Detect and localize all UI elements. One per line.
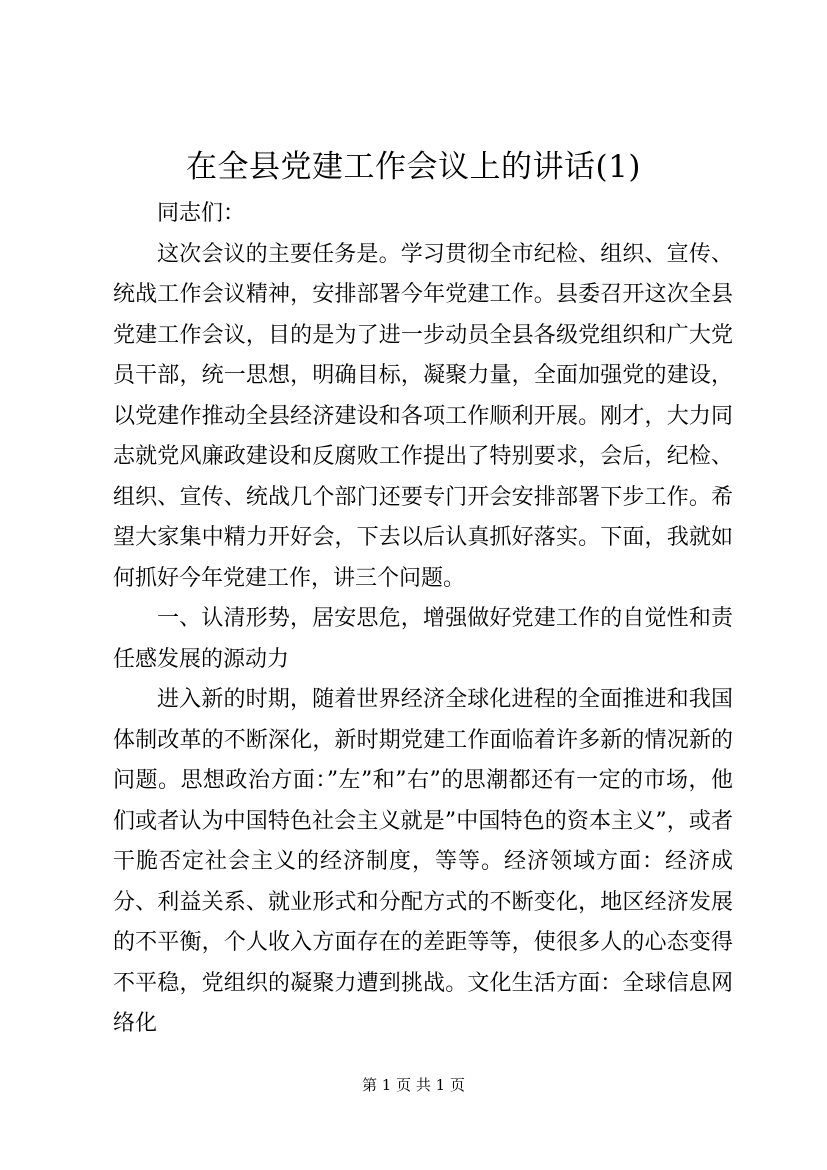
page-footer: 第 1 页 共 1 页: [362, 1076, 465, 1094]
document-title: 在全县党建工作会议上的讲话(1): [186, 149, 641, 185]
document-body: [113, 194, 733, 1045]
body-paragraph: 进入新的时期，随着世界经济全球化进程的全面推进和我国体制改革的不断深化，新时期党建工作面临着许多新的情况新的问题。思想政治方面：”左”和”右”的思潮都还有一定的市场，他们或者认为中国特色社会主义就是”中国特色的资本主义”，或者干脆否定社会主义的经济制度，等等。经济领域方面：经济成分、利益关系、就业形式和分配方式的不断变化，地区经济发展的不平衡，个人收入方面存在的差距等等，使很多人的心态变得不平稳，党组织的凝聚力遭到挑战。文化生活方面：全球信息网络化: [113, 687, 733, 1036]
body-paragraph: 这次会议的主要任务是。学习贯彻全市纪检、组织、宣传、统战工作会议精神，安排部署今年党建工作。县委召开这次全县党建工作会议，目的是为了进一步动员全县各级党组织和广大党员干部，统一思想，明确目标，凝聚力量，全面加强党的建设，以党建作推动全县经济建设和各项工作顺利开展。刚才，大力同志就党风廉政建设和反腐败工作提出了特别要求，会后，纪检、组织、宣传、统战几个部门还要专门开会安排部署下步工作。希望大家集中精力开好会，下去以后认真抓好落实。下面，我就如何抓好今年党建工作，讲三个问题。: [113, 241, 733, 591]
section-heading-paragraph: 一、认清形势，居安思危，增强做好党建工作的自觉性和责任感发展的源动力: [113, 606, 733, 672]
salutation-paragraph: 同志们：: [157, 201, 246, 226]
